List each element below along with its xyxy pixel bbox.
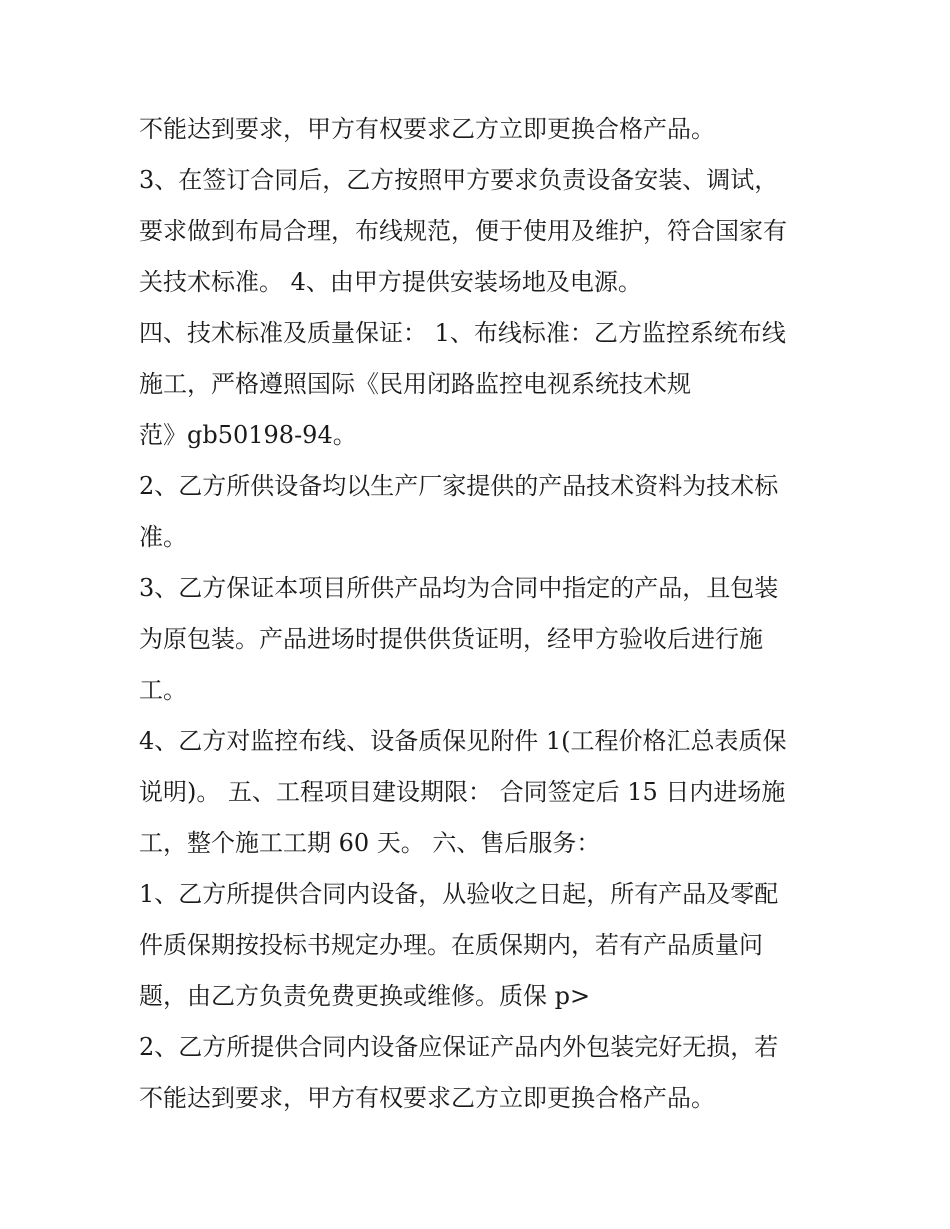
text-line: 准。 — [139, 523, 187, 551]
text-line: 件质保期按投标书规定办理。在质保期内，若有产品质量问 — [139, 931, 763, 959]
text-line: 1、乙方所提供合同内设备，从验收之日起，所有产品及零配 — [139, 880, 779, 908]
text-line: 3、在签订合同后，乙方按照甲方要求负责设备安装、调试， — [139, 166, 779, 194]
text-line: 说明)。 五、工程项目建设期限： 合同签定后 15 日内进场施 — [139, 778, 786, 806]
text-line: 工，整个施工工期 60 天。 六、售后服务： — [139, 829, 601, 857]
text-line: 2、乙方所提供合同内设备应保证产品内外包装完好无损，若 — [139, 1033, 779, 1061]
text-line: 四、技术标准及质量保证： 1、布线标准：乙方监控系统布线 — [139, 319, 786, 347]
document-body-text — [139, 104, 829, 1124]
text-line: 施工，严格遵照国际《民用闭路监控电视系统技术规 — [139, 370, 691, 398]
text-line: 2、乙方所供设备均以生产厂家提供的产品技术资料为技术标 — [139, 472, 779, 500]
text-line: 要求做到布局合理，布线规范，便于使用及维护，符合国家有 — [139, 217, 787, 245]
text-line: 范》gb50198-94。 — [139, 421, 357, 449]
text-line: 关技术标准。 4、由甲方提供安装场地及电源。 — [139, 268, 642, 296]
text-line: 题，由乙方负责免费更换或维修。质保 p> — [139, 982, 591, 1010]
text-line: 不能达到要求，甲方有权要求乙方立即更换合格产品。 — [139, 115, 715, 143]
text-line: 4、乙方对监控布线、设备质保见附件 1(工程价格汇总表质保 — [139, 727, 787, 755]
text-line: 工。 — [139, 676, 187, 704]
text-line: 3、乙方保证本项目所供产品均为合同中指定的产品，且包装 — [139, 574, 779, 602]
text-line: 不能达到要求，甲方有权要求乙方立即更换合格产品。 — [139, 1084, 715, 1112]
text-line: 为原包装。产品进场时提供供货证明，经甲方验收后进行施 — [139, 625, 763, 653]
